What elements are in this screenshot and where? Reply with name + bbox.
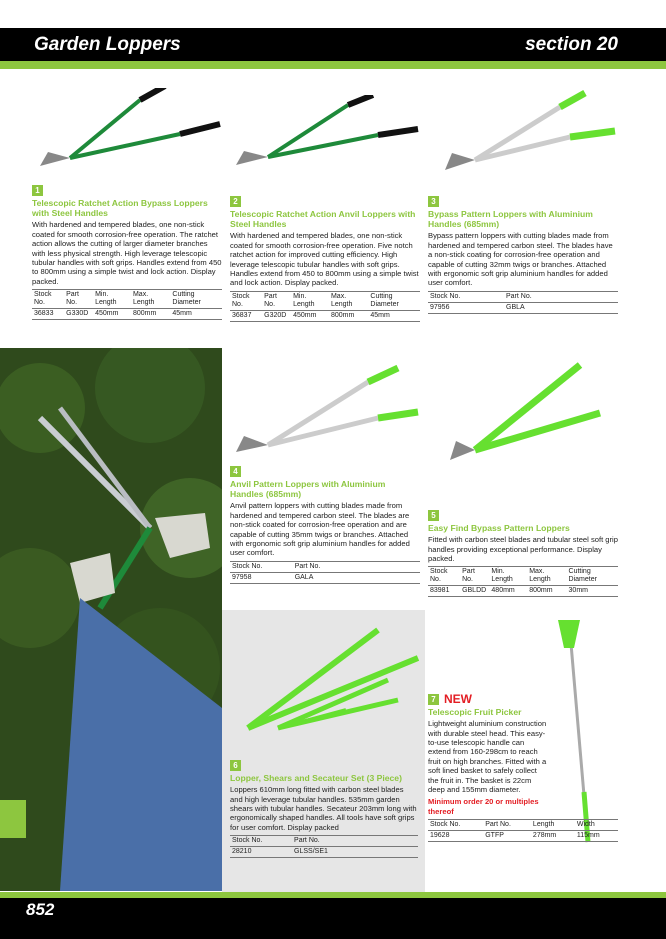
table-row — [230, 847, 418, 858]
lopper-image-3 — [430, 85, 625, 180]
col-header: Part No. — [292, 836, 418, 847]
col-header: Stock No. — [230, 836, 292, 847]
minimum-order-note: Minimum order 20 or multiples thereof — [428, 797, 539, 816]
cell: 278mm — [531, 831, 575, 842]
product-number: 2 — [230, 196, 241, 207]
product-number: 1 — [32, 185, 43, 196]
spec-table — [230, 291, 420, 322]
product-title: Lopper, Shears and Secateur Set (3 Piece) — [230, 773, 402, 783]
col-header: Min. Length — [291, 291, 329, 310]
product-title: Easy Find Bypass Pattern Loppers — [428, 523, 570, 533]
col-header: Max. Length — [527, 567, 566, 586]
footer-bar — [0, 892, 666, 939]
cell: G330D — [64, 309, 93, 320]
hedge-photo — [0, 348, 222, 891]
product-title: Bypass Pattern Loppers with Aluminium Handles (685mm) — [428, 209, 593, 230]
spec-table — [32, 289, 222, 320]
product-title: Telescopic Ratchet Action Bypass Loppers with Steel Handles — [32, 198, 208, 219]
cell: GBLA — [504, 302, 618, 313]
col-header: Part No. — [504, 291, 618, 302]
table-row — [428, 831, 618, 842]
product-title: Telescopic Ratchet Action Anvil Loppers with Steel Handles — [230, 209, 416, 230]
product-6 — [230, 760, 418, 858]
spec-table — [230, 835, 418, 858]
cell: 19628 — [428, 831, 483, 842]
col-header: Stock No. — [230, 291, 262, 310]
cell: GLSS/SE1 — [292, 847, 418, 858]
product-description: Bypass pattern loppers with cutting blades made from hardened and tempered carbon steel. The blades have a non-stick coating for corrosion-free operation and capable of cutting 32mm twigs or branches. Attached with ergonomic soft grip aluminium handles for added user comfort. — [428, 231, 613, 288]
cell: 83981 — [428, 586, 460, 597]
product-5 — [428, 510, 618, 597]
table-row — [428, 302, 618, 313]
lopper-image-2 — [228, 95, 423, 180]
col-header: Part No. — [460, 567, 489, 586]
cell: 800mm — [527, 586, 566, 597]
col-header: Part No. — [64, 290, 93, 309]
product-number: 6 — [230, 760, 241, 771]
product-number: 7 — [428, 694, 439, 705]
table-row — [230, 572, 420, 583]
product-2 — [230, 196, 420, 322]
cell: 800mm — [329, 310, 368, 321]
col-header: Stock No. — [428, 291, 504, 302]
footer-accent-bar — [0, 892, 666, 898]
page-number: 852 — [26, 900, 55, 919]
lopper-image-5 — [430, 355, 625, 465]
product-7 — [428, 694, 618, 842]
product-number: 5 — [428, 510, 439, 521]
product-3 — [428, 196, 618, 314]
col-header: Cutting Diameter — [368, 291, 420, 310]
col-header: Part No. — [293, 561, 420, 572]
product-description: Anvil pattern loppers with cutting blades made from hardened and tempered carbon steel. The blades are non-stick coated for corrosion-free operation and are capable of cutting 35mm twigs or branches. Attached with ergonomic soft grip aluminium handles for added user comfort. — [230, 501, 410, 558]
product-4 — [230, 466, 420, 584]
product-description: Fitted with carbon steel blades and tubular steel soft grip handles providing exceptional performance. Display packed. — [428, 535, 618, 564]
col-header: Stock No. — [428, 820, 483, 831]
cell: 45mm — [368, 310, 420, 321]
spec-table — [428, 819, 618, 842]
cell: GALA — [293, 572, 420, 583]
col-header: Cutting Diameter — [567, 567, 618, 586]
col-header: Width — [575, 820, 618, 831]
cell: 30mm — [567, 586, 618, 597]
col-header: Stock No. — [428, 567, 460, 586]
product-description: With hardened and tempered blades, one non-stick coated for smooth corrosion-free operation. The ratchet action allows the cutting of larger diameter branches with less physical strength. High leverage telescopic tubular handles with soft grips. Handles extend from 450 to 800mm using a simple twist and lock action. Display packed. — [32, 220, 222, 286]
cell: 28210 — [230, 847, 292, 858]
header-accent-bar — [0, 61, 666, 69]
product-description: Lightweight aluminium construction with durable steel head. This easy-to-use telescopic handle can extend from 160-298cm to reach fruit on high branches. Fitted with a soft lined basket to safely collect the fruit in. The basket is 22cm deep and 155mm diameter. — [428, 719, 547, 795]
product-number: 4 — [230, 466, 241, 477]
table-row — [230, 310, 420, 321]
lopper-image-4 — [228, 360, 423, 460]
cell: 450mm — [93, 309, 131, 320]
col-header: Stock No. — [230, 561, 293, 572]
product-description: With hardened and tempered blades, one non-stick coated for smooth corrosion-free operation. Five notch ratchet action for improved cutting efficiency. High leverage telescopic tubular handles with soft grips. Handles extend from 450 to 800mm using a simple twist and lock action. Display packed. — [230, 231, 419, 288]
col-header: Min. Length — [93, 290, 131, 309]
product-number: 3 — [428, 196, 439, 207]
header-bar — [0, 28, 666, 61]
col-header: Stock No. — [32, 290, 64, 309]
cell: GBLDD — [460, 586, 489, 597]
cell: 97956 — [428, 302, 504, 313]
product-1 — [32, 185, 222, 320]
section-side-tab — [0, 800, 26, 838]
page-title: Garden Loppers — [34, 34, 181, 55]
cell: 36833 — [32, 309, 64, 320]
col-header: Cutting Diameter — [170, 290, 222, 309]
cell: 800mm — [131, 309, 170, 320]
cell: 97958 — [230, 572, 293, 583]
spec-table — [230, 561, 420, 584]
col-header: Part No. — [262, 291, 291, 310]
col-header: Length — [531, 820, 575, 831]
table-row — [32, 309, 222, 320]
lopper-set-image — [228, 618, 423, 748]
spec-table — [428, 291, 618, 314]
cell: G320D — [262, 310, 291, 321]
product-title: Anvil Pattern Loppers with Aluminium Handles (685mm) — [230, 479, 386, 500]
col-header: Max. Length — [131, 290, 170, 309]
col-header: Part No. — [483, 820, 531, 831]
spec-table — [428, 566, 618, 597]
lopper-image-1 — [30, 88, 225, 178]
gardener-photo-image — [0, 348, 222, 891]
cell: 450mm — [291, 310, 329, 321]
cell: 480mm — [489, 586, 527, 597]
col-header: Max. Length — [329, 291, 368, 310]
new-badge: NEW — [444, 692, 472, 707]
section-label: section 20 — [525, 34, 618, 55]
table-row — [428, 586, 618, 597]
product-title: Telescopic Fruit Picker — [428, 707, 522, 717]
cell: GTFP — [483, 831, 531, 842]
product-description: Loppers 610mm long fitted with carbon steel blades and high leverage tubular handles. 535mm garden shears with tubular handles. Secateur 203mm long with ergonomically shaped handles. All tools have soft grips for user comfort. Display packed — [230, 785, 417, 832]
cell: 115mm — [575, 831, 618, 842]
cell: 36837 — [230, 310, 262, 321]
cell: 45mm — [170, 309, 222, 320]
col-header: Min. Length — [489, 567, 527, 586]
